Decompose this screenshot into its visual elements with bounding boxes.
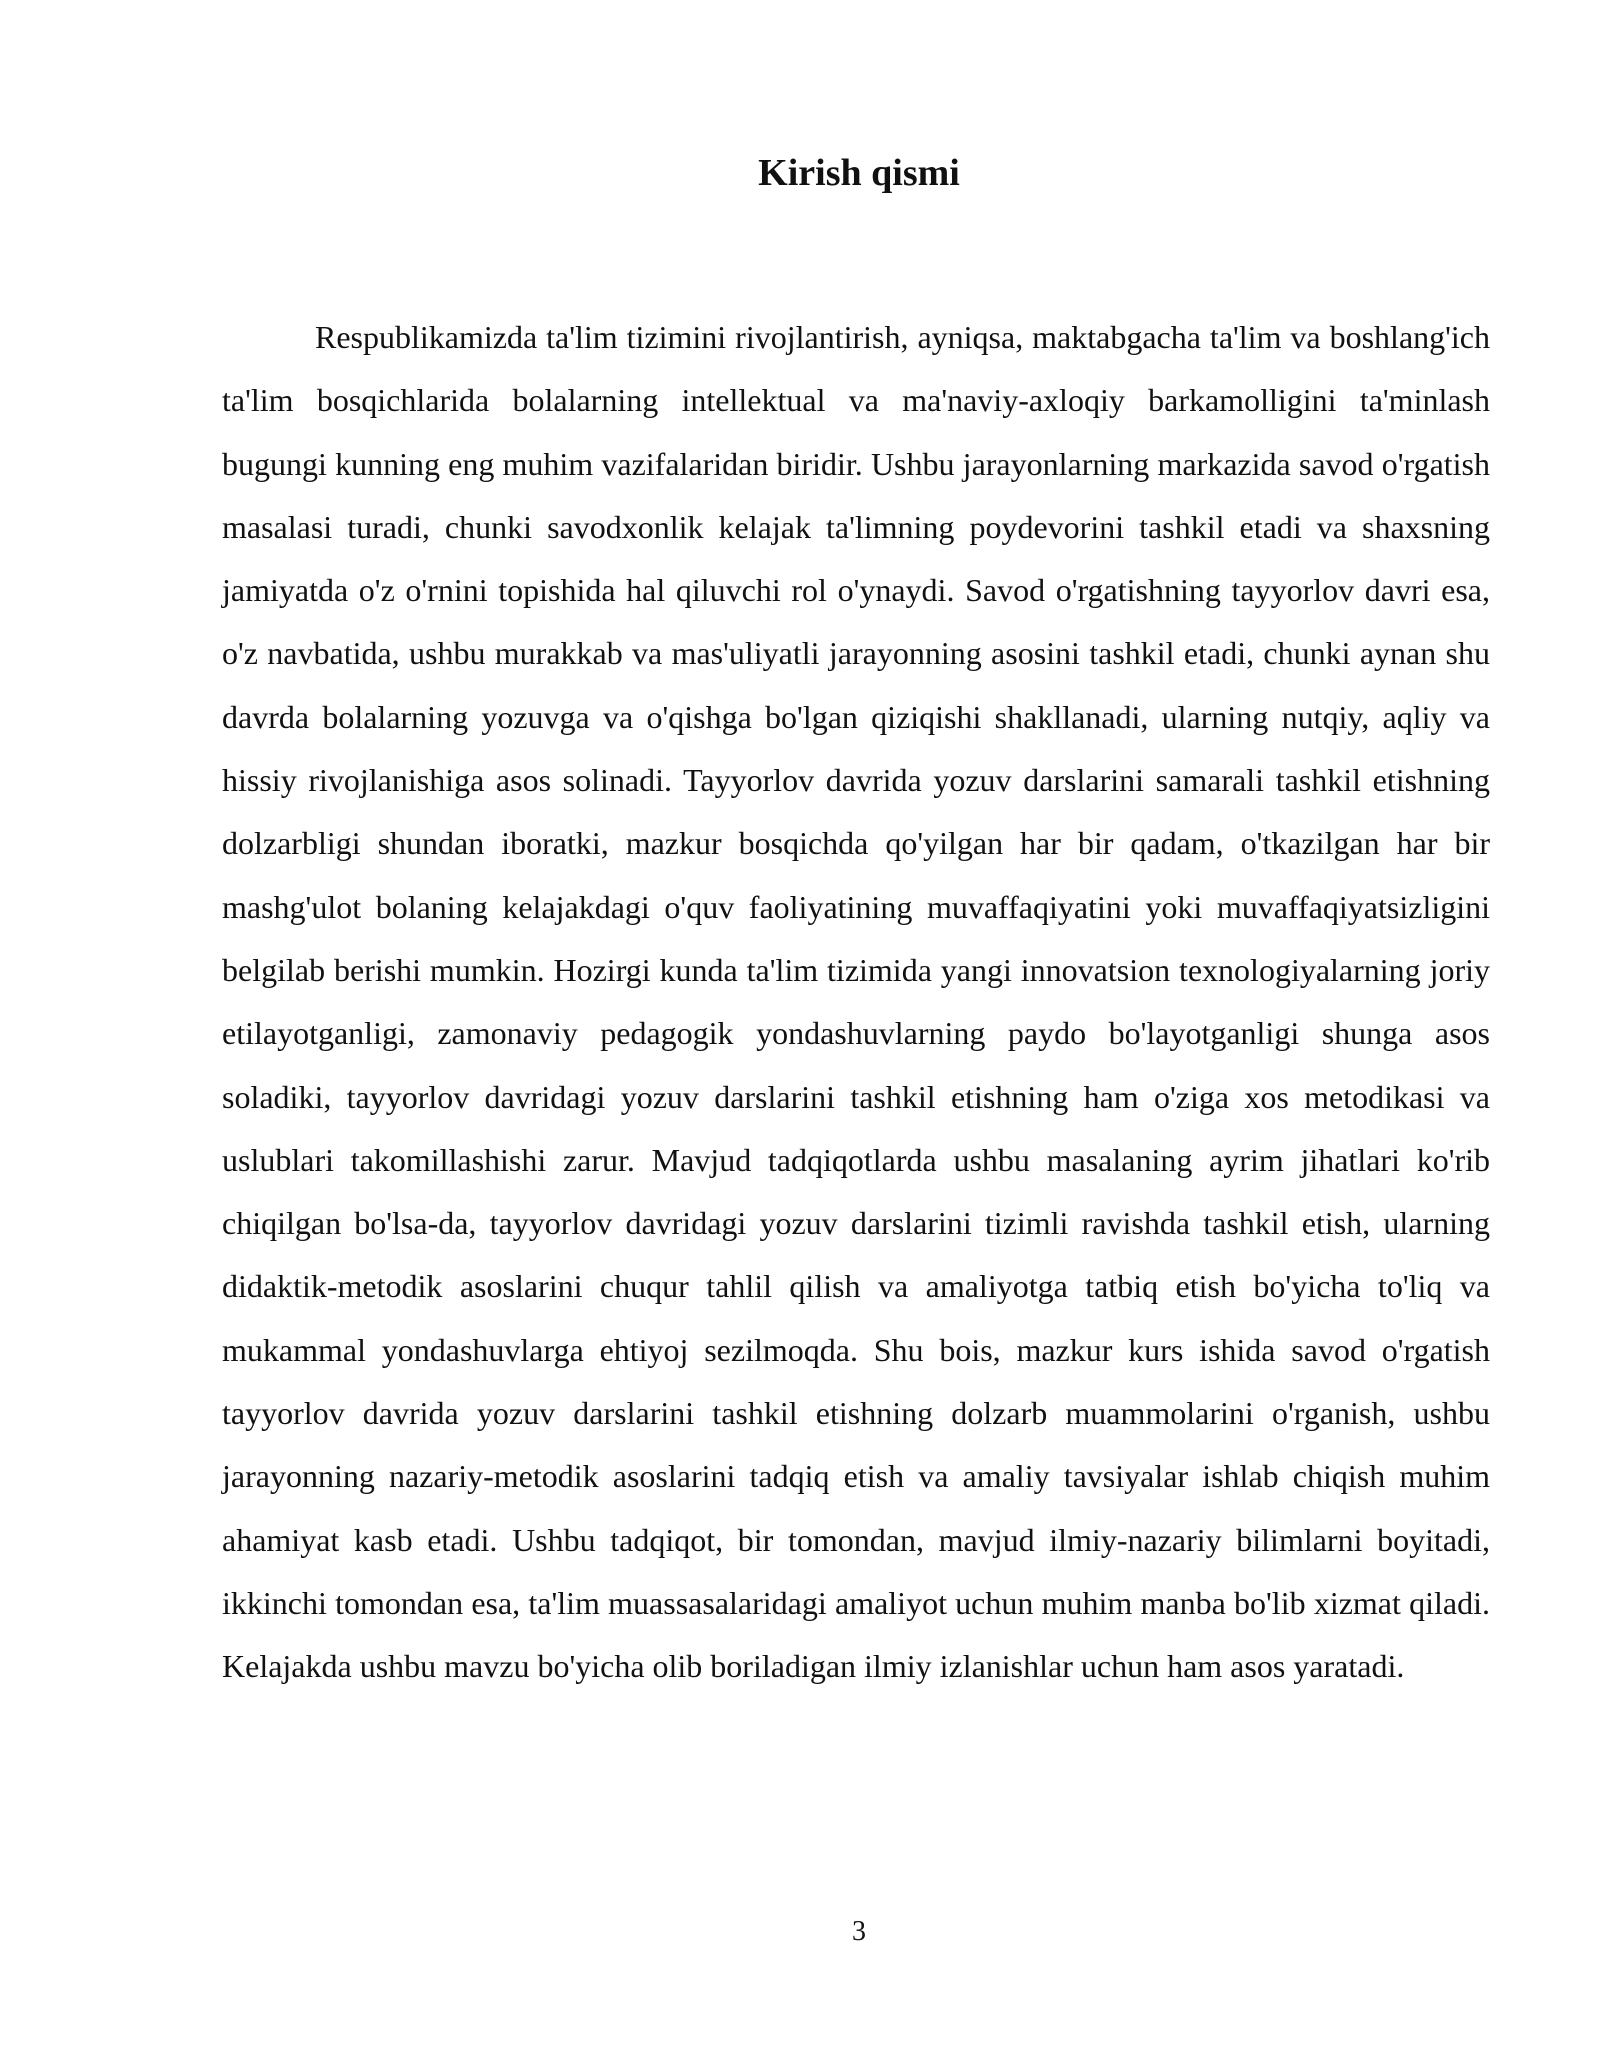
body-paragraph: Respublikamizda ta'lim tizimini rivojlantirish, ayniqsa, maktabgacha ta'lim va boshlang'ich ta'lim bosqichlarida bolalarning intellektual va ma'naviy-axloqiy barkamolligini ta'minlash bugungi kunning eng muhim vazifalaridan biridir. Ushbu jarayonlarning markazida savod o'rgatish masalasi turadi, chunki savodxonlik kelajak ta'limning poydevorini tashkil etadi va shaxsning jamiyatda o'z o'rnini topishida hal qiluvchi rol o'ynaydi. Savod o'rgatishning tayyorlov davri esa, o'z navbatida, ushbu murakkab va mas'uliyatli jarayonning asosini tashkil etadi, chunki aynan shu davrda bolalarning yozuvga va o'qishga bo'lgan qiziqishi shakllanadi, ularning nutqiy, aqliy va hissiy rivojlanishiga asos solinadi. Tayyorlov davrida yozuv darslarini samarali tashkil etishning dolzarbligi shundan iboratki, mazkur bosqichda qo'yilgan har bir qadam, o'tkazilgan har bir mashg'ulot bolaning kelajakdagi o'quv faoliyatining muvaffaqiyatini yoki muvaffaqiyatsizligini belgilab berishi mumkin. Hozirgi kunda ta'lim tizimida yangi innovatsion texnologiyalarning joriy etilayotganligi, zamonaviy pedagogik yondashuvlarning paydo bo'layotganligi shunga asos soladiki, tayyorlov davridagi yozuv darslarini tashkil etishning ham o'ziga xos metodikasi va uslublari takomillashishi zarur. Mavjud tadqiqotlarda ushbu masalaning ayrim jihatlari ko'rib chiqilgan bo'lsa-da, tayyorlov davridagi yozuv darslarini tizimli ravishda tashkil etish, ularning didaktik-metodik asoslarini chuqur tahlil qilish va amaliyotga tatbiq etish bo'yicha to'liq va mukammal yondashuvlarga ehtiyoj sezilmoqda. Shu bois, mazkur kurs ishida savod o'rgatish tayyorlov davrida yozuv darslarini tashkil etishning dolzarb muammolarini o'rganish, ushbu jarayonning nazariy-metodik asoslarini tadqiq etish va amaliy tavsiyalar ishlab chiqish muhim ahamiyat kasb etadi. Ushbu tadqiqot, bir tomondan, mavjud ilmiy-nazariy bilimlarni boyitadi, ikkinchi tomondan esa, ta'lim muassasalaridagi amaliyot uchun muhim manba bo'lib xizmat qiladi. Kelajakda ushbu mavzu bo'yicha olib boriladigan ilmiy izlanishlar uchun ham asos yaratadi. [222,319,1490,1685]
page-number: 3 [852,1916,866,1947]
page-title: Kirish qismi [758,152,960,194]
